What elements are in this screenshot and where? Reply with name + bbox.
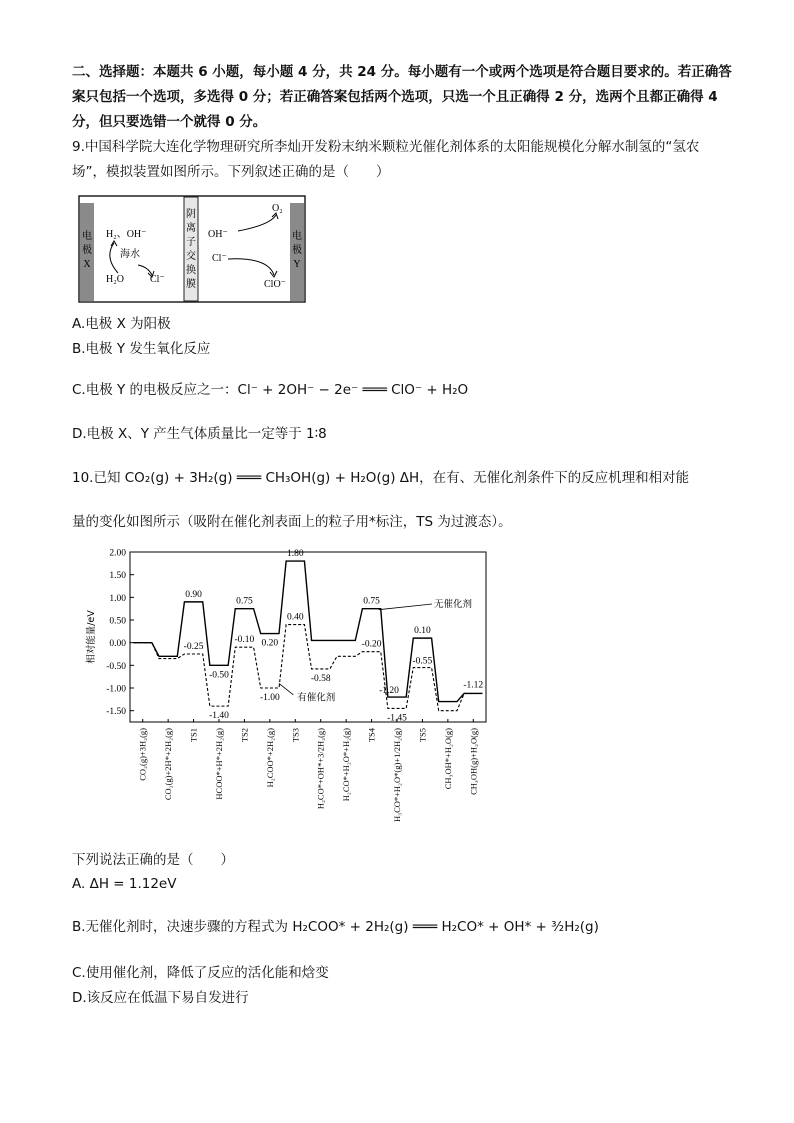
x-tick-label: H₃CO*+H₂O*(g)+1/2H₂(g) (392, 728, 402, 823)
x-tick-label: CH₃OH(g)+H₂O(g) (468, 728, 479, 795)
membrane-label-char: 膜 (186, 279, 196, 290)
q10-option-b: B.无催化剂时，决速步骤的方程式为 H₂COO* + 2H₂(g) ═══ H₂CO* + OH* + ³⁄₂H₂(g) (72, 919, 599, 935)
y-axis-label: 相对能量/eV (86, 610, 97, 664)
value-annotation: -1.12 (463, 680, 484, 691)
x-tick-label: TS3 (290, 728, 301, 743)
right-oh-label: OH⁻ (208, 229, 228, 240)
x-tick-label: TS5 (417, 728, 428, 743)
left-seawater-label: 海水 (120, 249, 140, 260)
y-tick-label: 2.00 (109, 548, 126, 559)
y-tick-label: -0.50 (106, 661, 126, 672)
x-tick-label: CO₂(g)+3H₂(g) (137, 728, 148, 781)
value-annotation: 0.10 (414, 626, 431, 637)
left-top-label: H₂、OH⁻ (106, 229, 147, 240)
value-annotation: -0.10 (234, 635, 255, 646)
electrode-y-label-char: 极 (292, 245, 302, 256)
value-annotation: 0.20 (261, 638, 279, 649)
section-header: 二、选择题：本题共 6 小题，每小题 4 分，共 24 分。每小题有一个或两个选项是符合题目要求的。若正确答案只包括一个选项，多选得 0 分；若正确答案包括两个选项，只选一个且正确得 2 分，选两个且都正确得 4 分，但只要选错一个就得 0 分。 (72, 64, 732, 130)
left-cl-label: Cl⁻ (150, 274, 165, 285)
q9-option-d: D.电极 X、Y 产生气体质量比一定等于 1∶8 (72, 426, 327, 442)
energy-profile-chart (82, 542, 502, 842)
q10-option-a: A. ΔH = 1.12eV (72, 876, 177, 892)
value-annotation: 0.75 (236, 596, 253, 607)
x-tick-label: TS4 (366, 728, 377, 743)
value-annotation: 0.40 (286, 612, 304, 623)
y-tick-label: -1.50 (106, 707, 126, 718)
electrode-y-label-char: Y (293, 259, 301, 270)
electrode-y-label-char: 电 (292, 231, 302, 242)
q10-stem-line1: 10.已知 CO₂(g) + 3H₂(g) ═══ CH₃OH(g) + H₂O(g) ΔH，在有、无催化剂条件下的反应机理和相对能 (72, 470, 690, 486)
q10-option-d: D.该反应在低温下易自发进行 (72, 990, 249, 1006)
legend-leader (279, 683, 293, 694)
right-cl-label: Cl⁻ (212, 253, 227, 264)
x-tick-label: TS2 (239, 728, 250, 743)
value-annotation: -0.25 (183, 642, 204, 652)
x-tick-label: TS1 (188, 728, 199, 743)
y-tick-label: -1.00 (106, 684, 126, 695)
x-tick-label: HCOO*+H*+2H₂(g) (214, 728, 224, 800)
y-tick-label: 0.00 (109, 639, 126, 650)
left-h2o-label: H₂O (106, 274, 124, 285)
q10-stem-line2: 量的变化如图所示（吸附在催化剂表面上的粒子用*标注，TS 为过渡态）。 (72, 514, 512, 530)
x-tick-label: CO₂(g)+2H*+2H₂(g) (163, 728, 174, 801)
right-clo-label: ClO⁻ (264, 279, 286, 290)
value-annotation: -0.20 (361, 639, 382, 650)
value-annotation: -0.55 (412, 656, 433, 667)
membrane-label-char: 交 (186, 251, 196, 262)
x-tick-label: H₂COO*+2H₂(g) (264, 728, 275, 788)
y-tick-label: 1.50 (109, 571, 126, 582)
value-annotation: -1.40 (209, 711, 229, 722)
x-tick-label: H₂CO*+OH*+3/2H₂(g) (315, 728, 326, 810)
value-annotation: -0.50 (209, 670, 229, 681)
x-tick-label: H₂CO*+H₂O*+H₂(g) (341, 728, 352, 802)
legend-leader (379, 604, 432, 610)
q9-option-b: B.电极 Y 发生氧化反应 (72, 341, 211, 357)
y-tick-label: 1.00 (109, 593, 126, 604)
q9-option-a: A.电极 X 为阳极 (72, 316, 171, 332)
q9-option-c: C.电极 Y 的电极反应之一：Cl⁻ + 2OH⁻ − 2e⁻ ═══ ClO⁻ + H₂O (72, 382, 469, 398)
q9-stem: 9.中国科学院大连化学物理研究所李灿开发粉末纳米颗粒光催化剂体系的太阳能规模化分解水制氢的“氢农场”，模拟装置如图所示。下列叙述正确的是（ ） (72, 139, 700, 180)
membrane-label-char: 子 (186, 237, 196, 248)
right-o2-label: O₂ (272, 203, 283, 214)
q10-question: 下列说法正确的是（ ） (72, 852, 234, 868)
value-annotation: 0.90 (185, 589, 202, 600)
x-tick-label: CH₃OH*+H₂O(g) (442, 728, 453, 790)
membrane-label-char: 阴 (186, 209, 196, 220)
value-annotation: 0.75 (363, 596, 380, 607)
electrolysis-device-diagram (78, 195, 306, 305)
q10-option-c: C.使用催化剂，降低了反应的活化能和焓变 (72, 965, 329, 981)
value-annotation: -1.20 (379, 686, 399, 697)
y-tick-label: 0.50 (109, 616, 126, 627)
electrode-x-label-char: 电 (82, 231, 92, 242)
electrode-x-label-char: 极 (82, 245, 92, 256)
value-annotation: 1.80 (286, 549, 304, 560)
membrane-label-char: 离 (186, 223, 196, 234)
electrode-x-label-char: X (83, 259, 91, 270)
legend-catalyst: 有催化剂 (297, 692, 336, 704)
legend-no-catalyst: 无催化剂 (434, 599, 473, 610)
value-annotation: -1.45 (387, 713, 407, 724)
value-annotation: -1.00 (259, 693, 280, 703)
membrane-label-char: 换 (186, 265, 196, 276)
value-annotation: -0.58 (310, 673, 331, 684)
